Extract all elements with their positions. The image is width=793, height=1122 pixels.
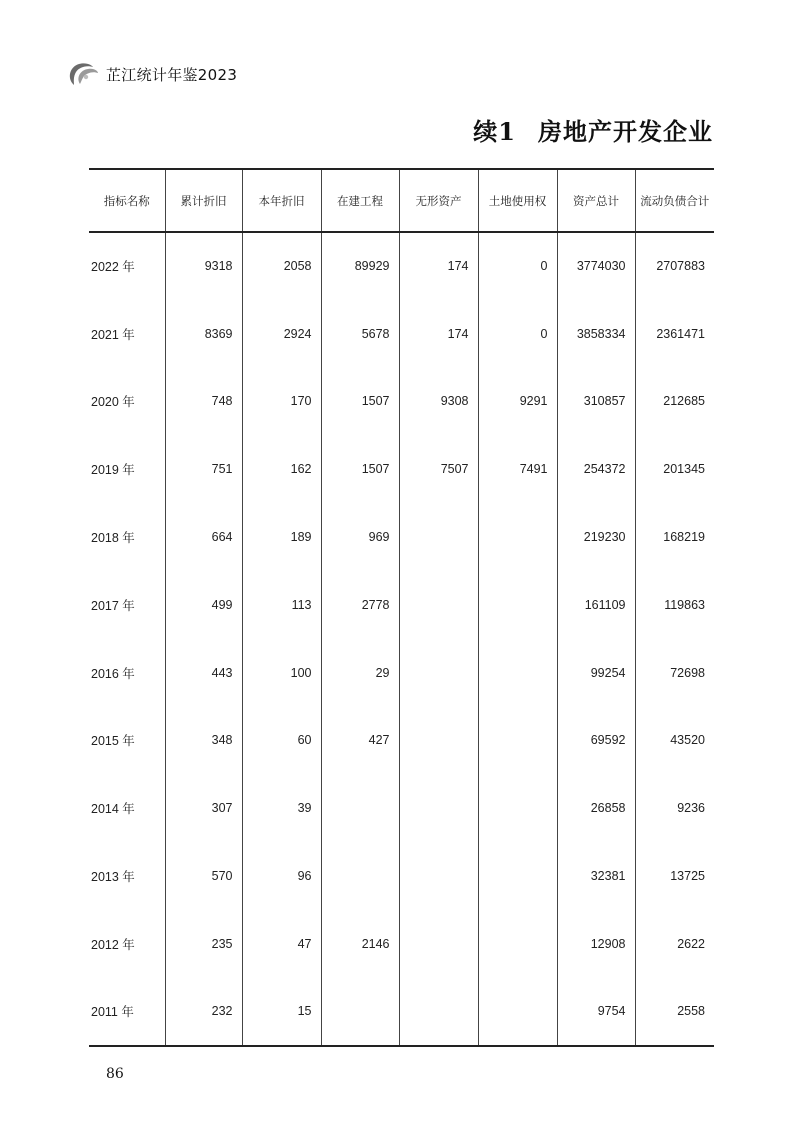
- annual-depreciation-cell: 170: [242, 368, 321, 436]
- total-assets-cell: 9754: [557, 978, 635, 1046]
- annual-depreciation-cell: 15: [242, 978, 321, 1046]
- year-cell: 2021 年: [91, 327, 135, 342]
- table-row: [89, 300, 714, 368]
- year-cell: 2022 年: [91, 260, 135, 275]
- current-liabilities-cell: 2622: [635, 910, 714, 978]
- total-assets-cell: 161109: [557, 571, 635, 639]
- intangible-assets-cell: 9308: [399, 368, 478, 436]
- statistics-table: [89, 168, 714, 1047]
- construction-in-progress-cell: 427: [321, 707, 399, 775]
- column-header-accumulated-depreciation: 累计折旧: [165, 169, 242, 232]
- accumulated-depreciation-cell: 664: [165, 503, 242, 571]
- land-use-rights-cell: 9291: [478, 368, 557, 436]
- total-assets-cell: 99254: [557, 639, 635, 707]
- construction-in-progress-cell: 29: [321, 639, 399, 707]
- table-row: [89, 639, 714, 707]
- year-cell: 2020 年: [91, 395, 135, 410]
- page-header: [66, 58, 237, 90]
- total-assets-cell: 310857: [557, 368, 635, 436]
- total-assets-cell: 26858: [557, 774, 635, 842]
- total-assets-cell: 12908: [557, 910, 635, 978]
- current-liabilities-cell: 2361471: [635, 300, 714, 368]
- accumulated-depreciation-cell: 570: [165, 842, 242, 910]
- page-number: 86: [106, 1066, 124, 1082]
- year-cell: 2017 年: [91, 598, 135, 613]
- current-liabilities-cell: 72698: [635, 639, 714, 707]
- column-header-current-liabilities: 流动负债合计: [635, 169, 714, 232]
- column-header-construction-in-progress: 在建工程: [321, 169, 399, 232]
- land-use-rights-cell: [478, 774, 557, 842]
- land-use-rights-cell: [478, 842, 557, 910]
- current-liabilities-cell: 2558: [635, 978, 714, 1046]
- current-liabilities-cell: 9236: [635, 774, 714, 842]
- annual-depreciation-cell: 96: [242, 842, 321, 910]
- annual-depreciation-cell: 60: [242, 707, 321, 775]
- construction-in-progress-cell: 1507: [321, 368, 399, 436]
- column-header-total-assets: 资产总计: [557, 169, 635, 232]
- accumulated-depreciation-cell: 748: [165, 368, 242, 436]
- total-assets-cell: 3858334: [557, 300, 635, 368]
- accumulated-depreciation-cell: 9318: [165, 232, 242, 300]
- construction-in-progress-cell: 89929: [321, 232, 399, 300]
- accumulated-depreciation-cell: 8369: [165, 300, 242, 368]
- intangible-assets-cell: [399, 707, 478, 775]
- intangible-assets-cell: [399, 910, 478, 978]
- table-number: 续1: [473, 117, 516, 146]
- table-row: [89, 232, 714, 300]
- year-cell: 2019 年: [91, 463, 135, 478]
- land-use-rights-cell: [478, 639, 557, 707]
- current-liabilities-cell: 201345: [635, 435, 714, 503]
- table-row: [89, 368, 714, 436]
- annual-depreciation-cell: 162: [242, 435, 321, 503]
- intangible-assets-cell: [399, 503, 478, 571]
- table-row: [89, 774, 714, 842]
- intangible-assets-cell: 7507: [399, 435, 478, 503]
- accumulated-depreciation-cell: 751: [165, 435, 242, 503]
- table-row: [89, 978, 714, 1046]
- construction-in-progress-cell: 2778: [321, 571, 399, 639]
- land-use-rights-cell: [478, 571, 557, 639]
- construction-in-progress-cell: [321, 978, 399, 1046]
- current-liabilities-cell: 119863: [635, 571, 714, 639]
- table-row: [89, 503, 714, 571]
- table-header-row: [89, 169, 714, 232]
- construction-in-progress-cell: 969: [321, 503, 399, 571]
- current-liabilities-cell: 43520: [635, 707, 714, 775]
- column-header-land-use-rights: 土地使用权: [478, 169, 557, 232]
- current-liabilities-cell: 2707883: [635, 232, 714, 300]
- total-assets-cell: 69592: [557, 707, 635, 775]
- intangible-assets-cell: [399, 774, 478, 842]
- intangible-assets-cell: [399, 639, 478, 707]
- intangible-assets-cell: [399, 978, 478, 1046]
- total-assets-cell: 3774030: [557, 232, 635, 300]
- annual-depreciation-cell: 189: [242, 503, 321, 571]
- column-header-intangible-assets: 无形资产: [399, 169, 478, 232]
- current-liabilities-cell: 13725: [635, 842, 714, 910]
- table-row: [89, 571, 714, 639]
- column-header-annual-depreciation: 本年折旧: [242, 169, 321, 232]
- accumulated-depreciation-cell: 232: [165, 978, 242, 1046]
- construction-in-progress-cell: 1507: [321, 435, 399, 503]
- land-use-rights-cell: 0: [478, 300, 557, 368]
- land-use-rights-cell: [478, 978, 557, 1046]
- construction-in-progress-cell: [321, 842, 399, 910]
- year-cell: 2012 年: [91, 937, 135, 952]
- land-use-rights-cell: 0: [478, 232, 557, 300]
- construction-in-progress-cell: 2146: [321, 910, 399, 978]
- annual-depreciation-cell: 100: [242, 639, 321, 707]
- construction-in-progress-cell: [321, 774, 399, 842]
- table-name: 房地产开发企业: [538, 117, 713, 146]
- land-use-rights-cell: [478, 707, 557, 775]
- year-cell: 2013 年: [91, 870, 135, 885]
- current-liabilities-cell: 212685: [635, 368, 714, 436]
- table-body: [89, 232, 714, 1046]
- table-row: [89, 435, 714, 503]
- annual-depreciation-cell: 2924: [242, 300, 321, 368]
- land-use-rights-cell: [478, 503, 557, 571]
- intangible-assets-cell: 174: [399, 232, 478, 300]
- intangible-assets-cell: 174: [399, 300, 478, 368]
- year-cell: 2014 年: [91, 802, 135, 817]
- annual-depreciation-cell: 2058: [242, 232, 321, 300]
- table-title: [473, 112, 713, 147]
- land-use-rights-cell: [478, 910, 557, 978]
- construction-in-progress-cell: 5678: [321, 300, 399, 368]
- total-assets-cell: 32381: [557, 842, 635, 910]
- annual-depreciation-cell: 113: [242, 571, 321, 639]
- year-cell: 2015 年: [91, 734, 135, 749]
- table-row: [89, 842, 714, 910]
- accumulated-depreciation-cell: 348: [165, 707, 242, 775]
- accumulated-depreciation-cell: 443: [165, 639, 242, 707]
- current-liabilities-cell: 168219: [635, 503, 714, 571]
- yearbook-logo-icon: [66, 60, 100, 88]
- annual-depreciation-cell: 47: [242, 910, 321, 978]
- book-title: 芷江统计年鉴2023: [106, 65, 238, 84]
- annual-depreciation-cell: 39: [242, 774, 321, 842]
- total-assets-cell: 254372: [557, 435, 635, 503]
- year-cell: 2016 年: [91, 666, 135, 681]
- accumulated-depreciation-cell: 499: [165, 571, 242, 639]
- year-cell: 2018 年: [91, 531, 135, 546]
- intangible-assets-cell: [399, 571, 478, 639]
- table-row: [89, 910, 714, 978]
- total-assets-cell: 219230: [557, 503, 635, 571]
- intangible-assets-cell: [399, 842, 478, 910]
- accumulated-depreciation-cell: 235: [165, 910, 242, 978]
- land-use-rights-cell: 7491: [478, 435, 557, 503]
- table-row: [89, 707, 714, 775]
- accumulated-depreciation-cell: 307: [165, 774, 242, 842]
- year-cell: 2011 年: [89, 978, 165, 1046]
- column-header-indicator: 指标名称: [89, 169, 165, 232]
